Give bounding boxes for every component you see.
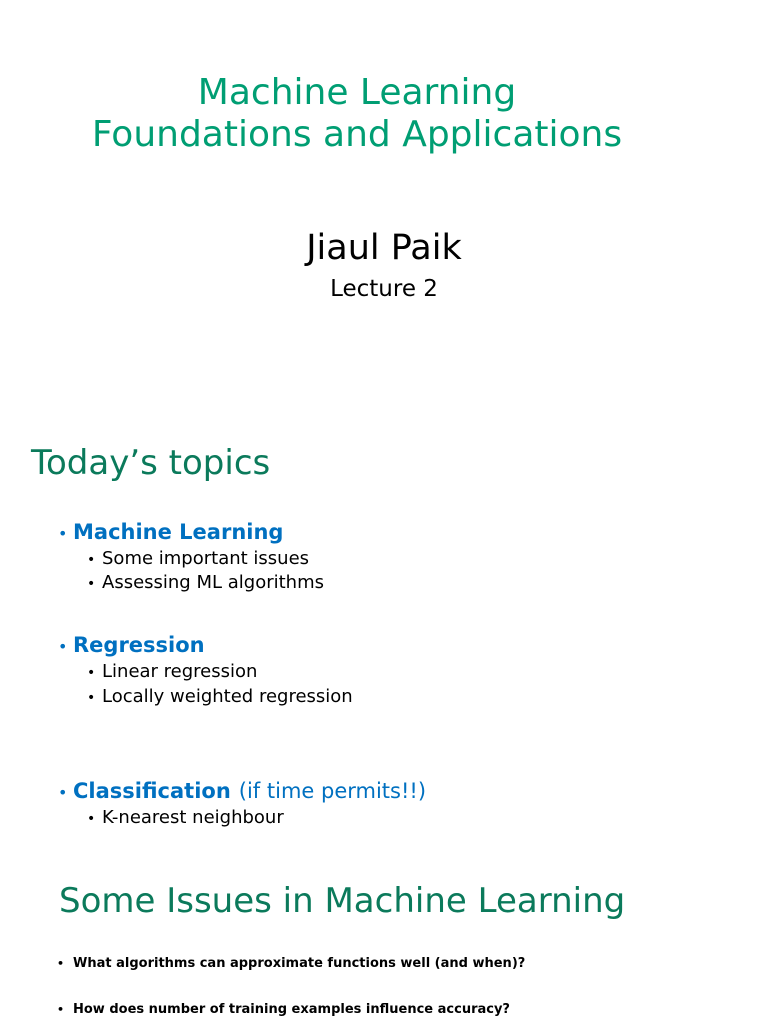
subtopic-item	[87, 806, 284, 831]
bullet-icon: •	[87, 576, 96, 592]
topic-label: Classification	[73, 779, 231, 803]
subtopic-label: Some important issues	[102, 548, 310, 569]
topics-heading: Today’s topics	[31, 443, 271, 483]
title-line-2: Foundations and Applications	[91, 114, 623, 155]
subtopic-item	[87, 571, 324, 596]
author-name: Jiaul Paik	[306, 228, 462, 268]
topic-regression	[58, 632, 205, 660]
bullet-icon: •	[87, 690, 96, 706]
topic-note: (if time permits!!)	[238, 779, 427, 803]
bullet-icon: •	[87, 552, 96, 568]
topic-classification	[58, 778, 426, 806]
bullet-icon: •	[57, 1003, 65, 1016]
bullet-icon: •	[58, 637, 68, 656]
issue-item	[57, 955, 525, 973]
bullet-icon: •	[87, 665, 96, 681]
bullet-icon: •	[87, 811, 96, 827]
subtopic-item	[87, 660, 257, 685]
lecture-number: Lecture 2	[330, 276, 438, 302]
issue-item	[57, 1001, 510, 1019]
subtopic-label: K-nearest neighbour	[102, 807, 284, 828]
bullet-icon: •	[58, 524, 68, 543]
bullet-icon: •	[58, 783, 68, 802]
issues-heading: Some Issues in Machine Learning	[59, 881, 626, 921]
bullet-icon: •	[57, 957, 65, 970]
topic-label: Machine Learning	[73, 520, 284, 544]
subtopic-label: Linear regression	[102, 661, 258, 682]
subtopic-label: Assessing ML algorithms	[102, 572, 324, 593]
issue-label: How does number of training examples influence accuracy?	[73, 1002, 510, 1017]
subtopic-item	[87, 685, 353, 710]
issue-label: What algorithms can approximate functions well (and when)?	[73, 956, 526, 971]
title-line-1: Machine Learning	[197, 72, 517, 113]
subtopic-item	[87, 547, 309, 572]
topic-label: Regression	[73, 633, 205, 657]
topic-machine-learning	[58, 519, 283, 547]
subtopic-label: Locally weighted regression	[102, 686, 353, 707]
